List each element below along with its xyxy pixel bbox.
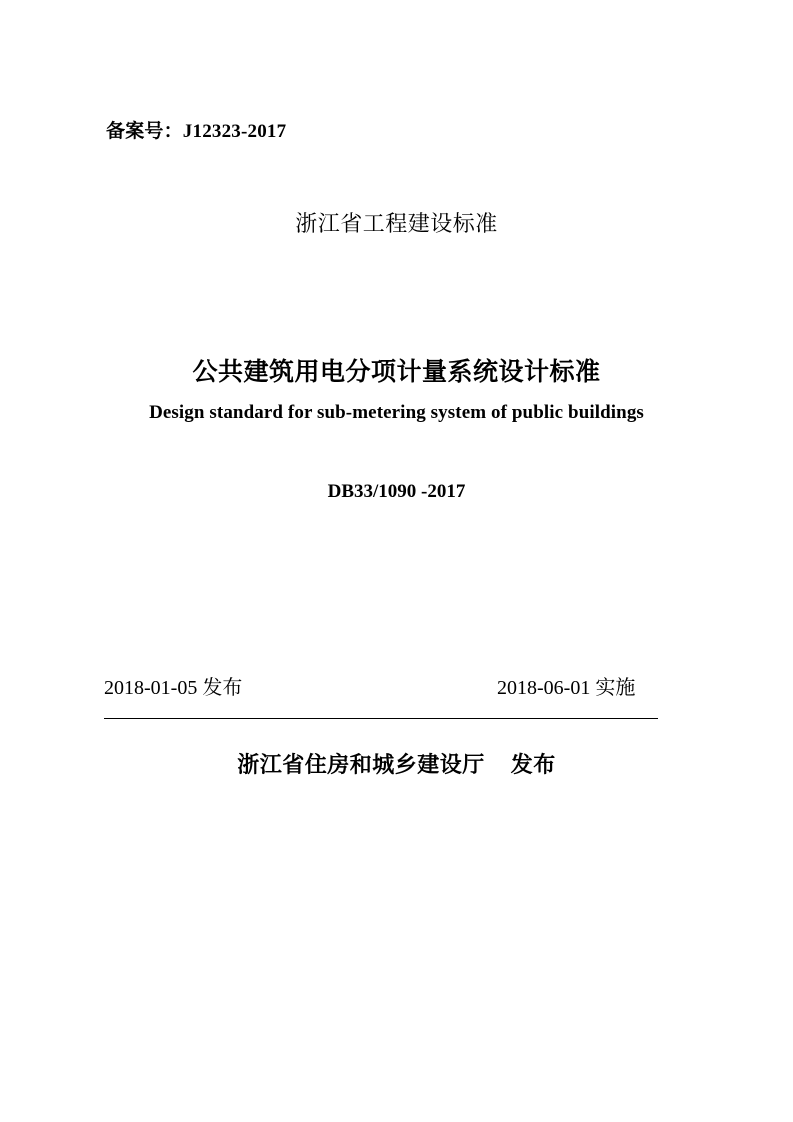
record-number: 备案号：J12323-2017 <box>106 121 287 142</box>
issue-date: 2018-01-05 发布 <box>104 677 243 699</box>
standard-series-title: 浙江省工程建设标准 <box>295 212 498 237</box>
divider-line <box>104 718 658 719</box>
standard-code: DB33/1090 -2017 <box>327 481 466 502</box>
publisher-action: 发布 <box>510 753 556 778</box>
implementation-date: 2018-06-01 实施 <box>497 677 636 699</box>
standard-title-chinese: 公共建筑用电分项计量系统设计标准 <box>192 357 601 386</box>
standard-title-english: Design standard for sub-metering system of public buildings <box>149 402 644 423</box>
publisher-name: 浙江省住房和城乡建设厅 <box>237 753 485 778</box>
publisher-line <box>0 748 793 779</box>
